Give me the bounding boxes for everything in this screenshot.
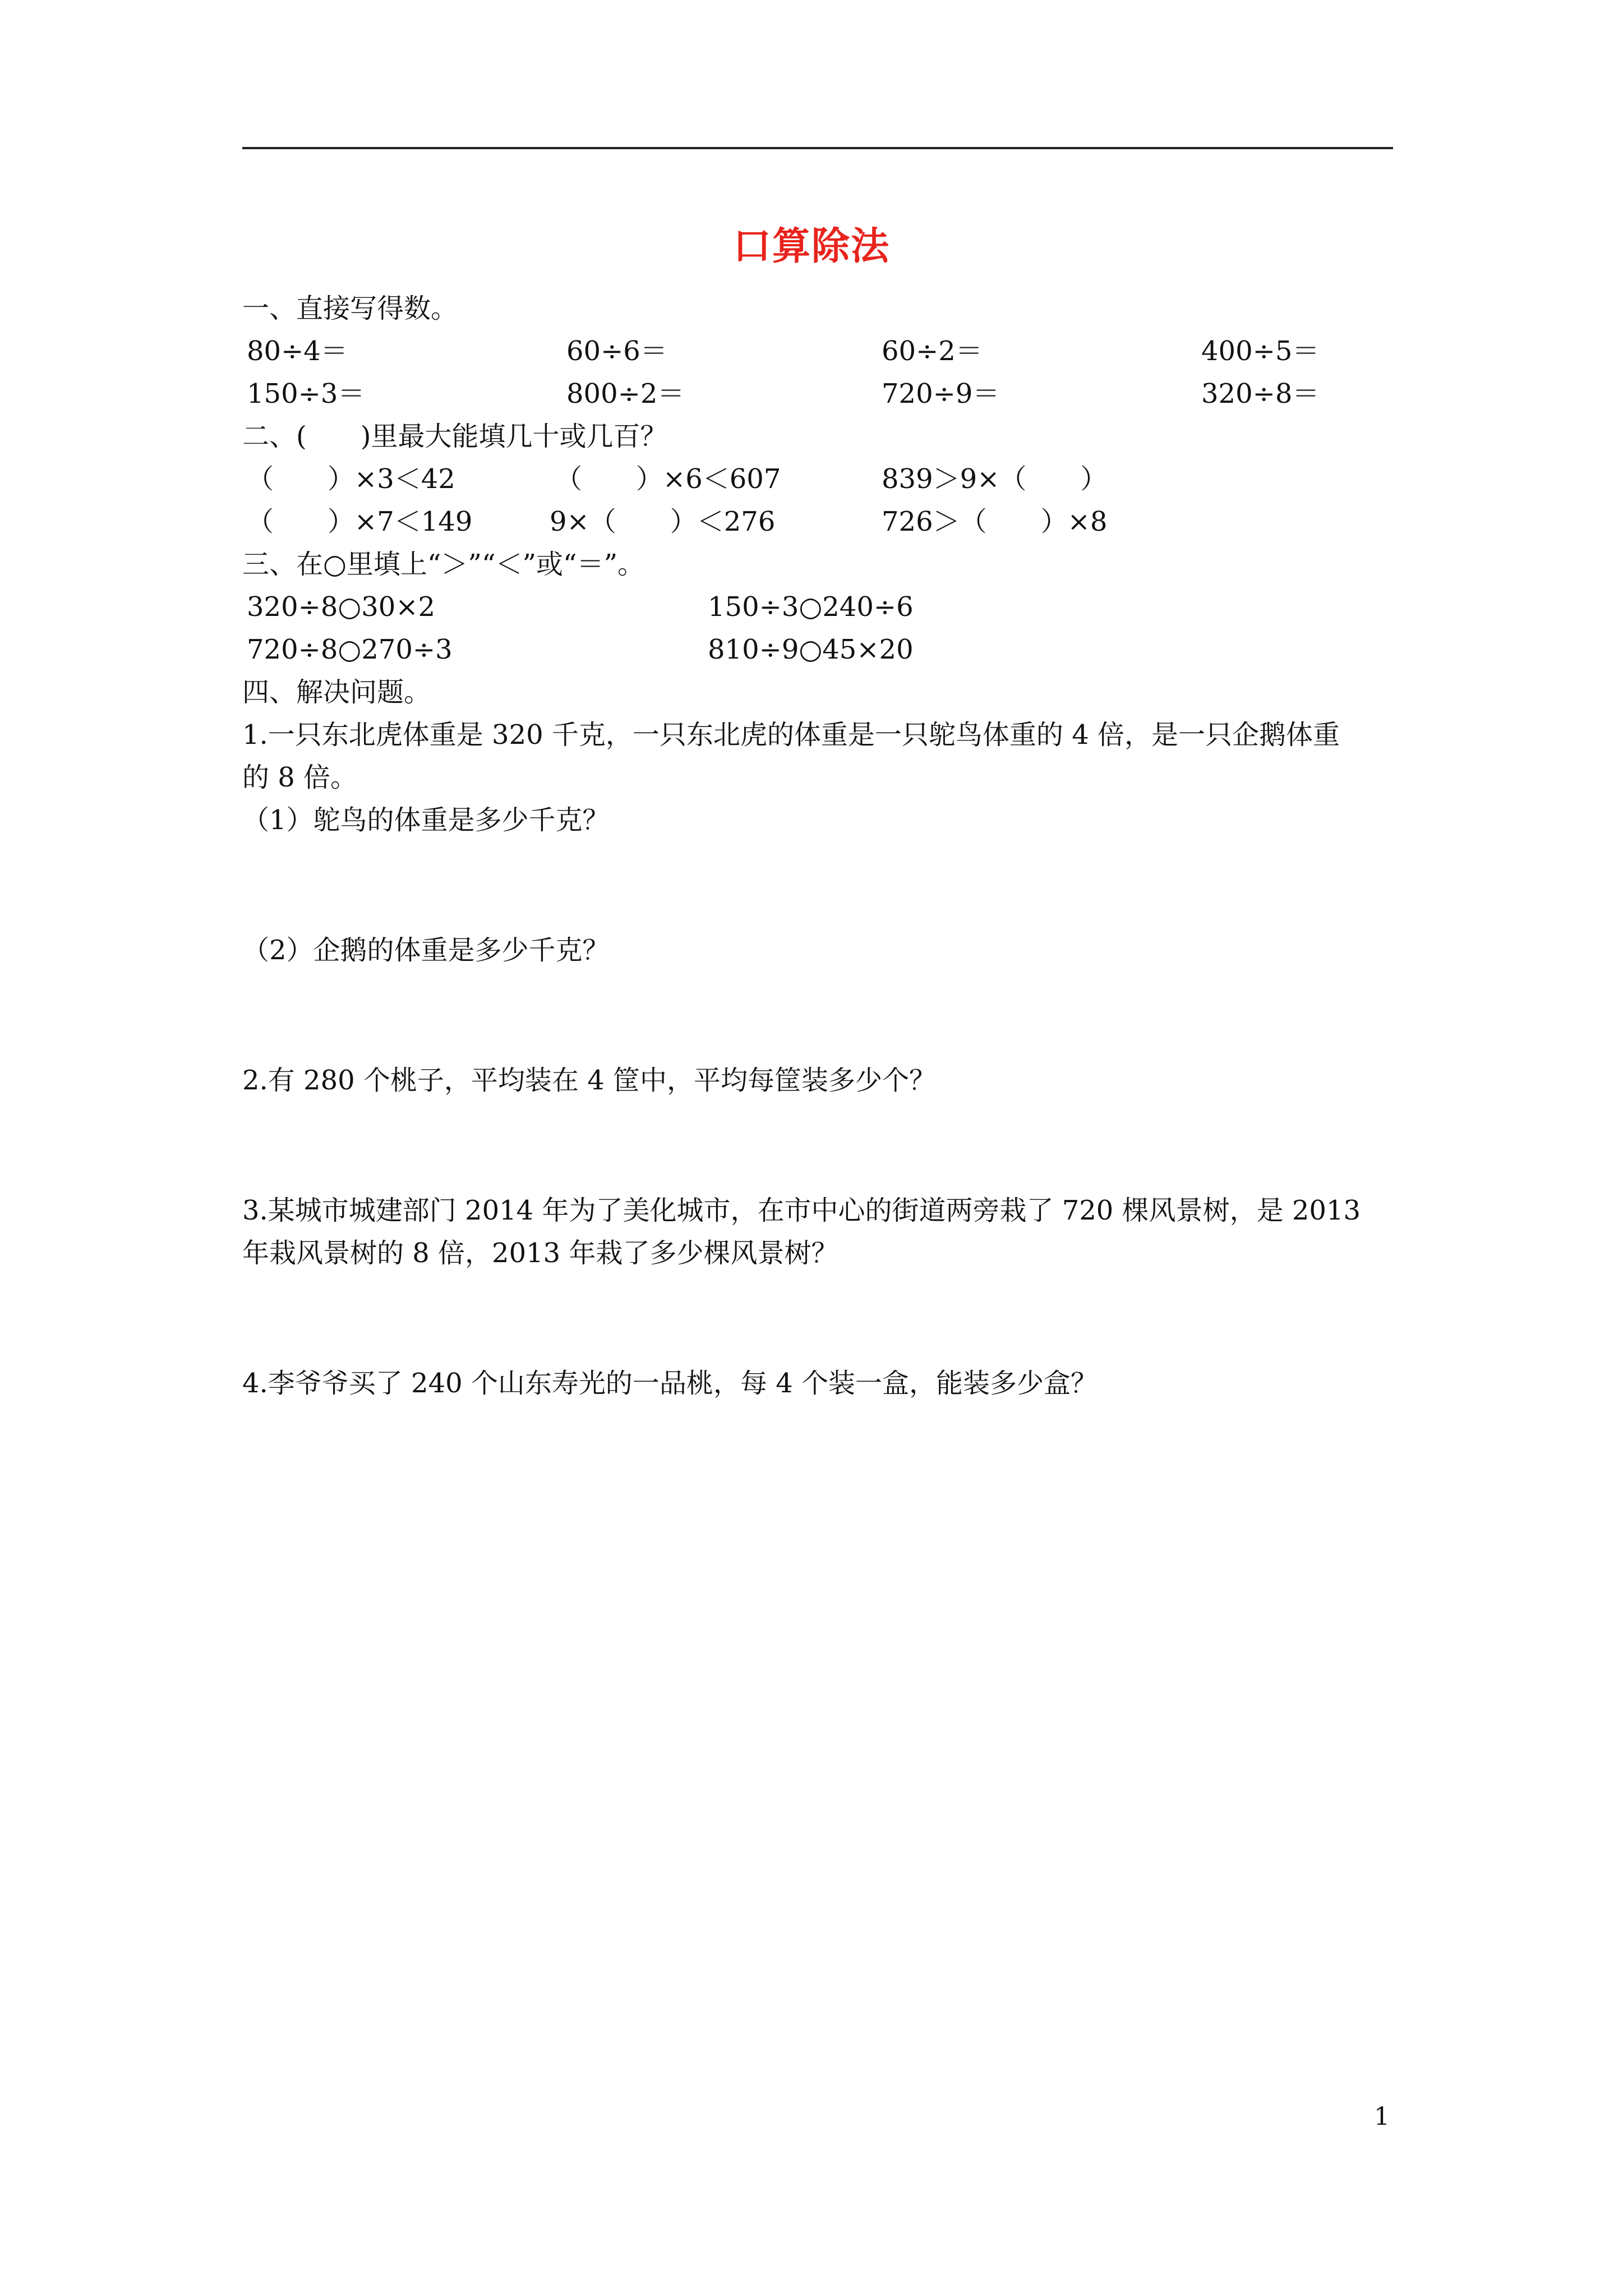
s2-r2-item3: 726＞（ ）×8 (882, 506, 1108, 537)
s1-r2-item4: 320÷8＝ (1201, 378, 1320, 409)
section4-heading: 四、解决问题。 (242, 677, 431, 708)
s2-r2-item1: （ ）×7＜149 (247, 506, 473, 537)
s3-r1-item2: 150÷3○240÷6 (708, 591, 914, 623)
header-rule (242, 147, 1393, 149)
s3-r1-item1: 320÷8○30×2 (247, 591, 436, 623)
s1-r1-item3: 60÷2＝ (882, 335, 983, 367)
s1-r1-item1: 80÷4＝ (247, 335, 348, 367)
section2-heading: 二、( )里最大能填几十或几百？ (242, 421, 667, 452)
page-number: 1 (1374, 2102, 1390, 2131)
section3-heading: 三、在○里填上“＞”“＜”或“＝”。 (242, 549, 645, 580)
s3-r2-item1: 720÷8○270÷3 (247, 634, 453, 665)
q2-text: 2.有 280 个桃子，平均装在 4 筐中，平均每筐装多少个？ (242, 1065, 936, 1096)
s1-r1-item2: 60÷6＝ (566, 335, 667, 367)
q1-text-line1: 1.一只东北虎体重是 320 千克，一只东北虎的体重是一只鸵鸟体重的 4 倍，是一只企鹅体重 (242, 719, 1340, 751)
s1-r1-item4: 400÷5＝ (1201, 335, 1320, 367)
q1-subquestion-2: （2）企鹅的体重是多少千克？ (242, 935, 610, 966)
s1-r2-item2: 800÷2＝ (566, 378, 685, 409)
s2-r2-item2: 9×（ ）＜276 (550, 506, 776, 537)
q1-text-line2: 的 8 倍。 (242, 762, 358, 793)
page-title: 口算除法 (732, 224, 890, 269)
s2-r1-item2: （ ）×6＜607 (555, 463, 781, 495)
q1-subquestion-1: （1）鸵鸟的体重是多少千克？ (242, 804, 610, 836)
q3-text-line1: 3.某城市城建部门 2014 年为了美化城市，在市中心的街道两旁栽了 720 棵风景树，是 2013 (242, 1195, 1361, 1226)
section1-heading: 一、直接写得数。 (242, 293, 458, 324)
s3-r2-item2: 810÷9○45×20 (708, 634, 914, 665)
q3-text-line2: 年栽风景树的 8 倍，2013 年栽了多少棵风景树？ (242, 1237, 838, 1269)
q4-text: 4.李爷爷买了 240 个山东寿光的一品桃，每 4 个装一盒，能装多少盒？ (242, 1368, 1098, 1399)
s1-r2-item1: 150÷3＝ (247, 378, 365, 409)
s1-r2-item3: 720÷9＝ (882, 378, 1000, 409)
s2-r1-item3: 839＞9×（ ） (882, 463, 1108, 495)
s2-r1-item1: （ ）×3＜42 (247, 463, 455, 495)
